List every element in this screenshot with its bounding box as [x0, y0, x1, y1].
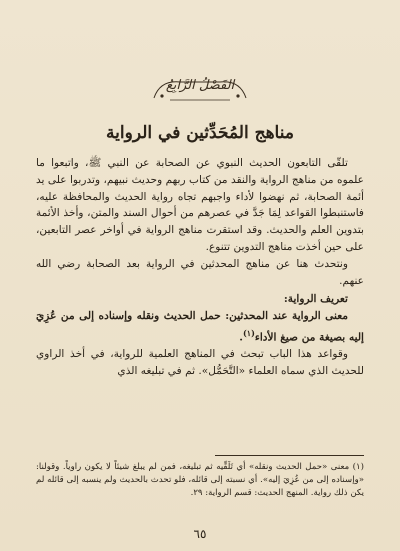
footnote-text: معنى «حمل الحديث ونقله» أي تَلَقِّيه ثم تبليغه، فمن لم يبلغ شيئاً لا يكون راوياً. وقولنا: «وإسناده إلى من عُزِيَ إليه». أي نسبته إلى قائله، فلو تحدث بالحديث ولم ينسبه إلى قائله لم يكن ذلك رواية. المنهج الحديث: قسم الرواية: ٢٩.: [36, 462, 364, 498]
main-text: [36, 155, 364, 380]
footnote-number: (١): [352, 462, 364, 472]
page-title: مناهج المُحَدِّثين في الرواية: [106, 123, 294, 143]
section-heading: تعريف الرواية:: [283, 293, 348, 306]
footnote-divider: [215, 455, 364, 456]
definition-paragraph: معنى الرواية عند المحدثين: حمل الحديث ونقله وإسناده إلى من عُزِيَ إليه بصيغة من صيغ الأداء$^{(١)}$.: [36, 310, 364, 344]
definition-text: معنى الرواية عند المحدثين: حمل الحديث ونقله وإسناده إلى من عُزِيَ إليه بصيغة من صيغ الأداء: [36, 310, 364, 344]
paragraph: تلقّى التابعون الحديث النبوي عن الصحابة عن النبي ﷺ، واتبعوا ما علموه من مناهج الرواية والنقد من كتاب ربهم وحديث نبيهم، وتدربوا على يد أئمة الصحابة، ثم نهضوا لأداء واجبهم تجاه رواية الحديث والمحافظة عليه، فاستنبطوا القواعد لِمَا جَدَّ في عصرهم من أحوال السند والمتن، وأخذ الأئمة بتدوين العلم والحديث. وقد استقرت مناهج الرواية في أواخر عصر التابعين، على حين أخذت مناهج التدوين تتنوع.: [36, 157, 364, 253]
footnote-ref[interactable]: (١): [242, 327, 255, 338]
page-number: ٦٥: [193, 527, 207, 541]
paragraph: ونتحدث هنا عن مناهج المحدثين في الرواية بعد الصحابة رضي الله عنهم.: [36, 257, 364, 287]
paragraph: وقواعد هذا الباب تبحث في المناهج العلمية للرواية، في أخذ الراوي للحديث الذي سماه العلماء «التَّحَمُّل». ثم في تبليغه الذي: [36, 348, 364, 378]
chapter-label: الفَصْلُ الرَّابِعُ: [165, 78, 235, 93]
footnote: [36, 461, 364, 500]
